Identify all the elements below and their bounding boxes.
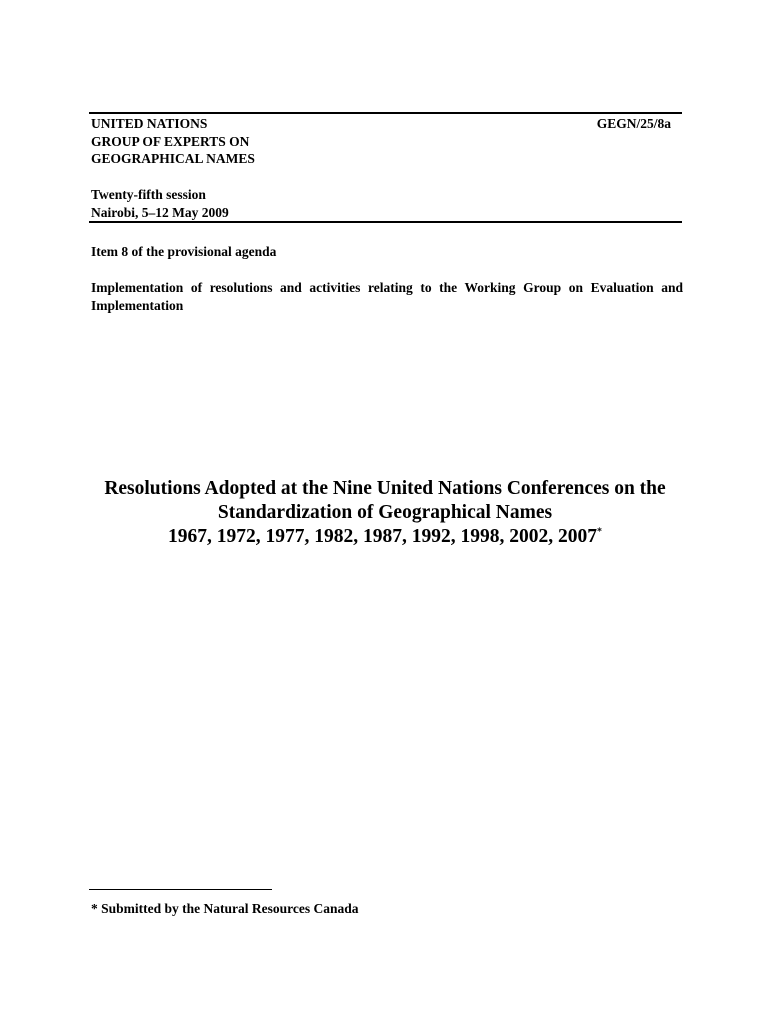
document-symbol: GEGN/25/8a xyxy=(596,116,671,131)
session-block xyxy=(91,186,229,221)
footnote-marker: * xyxy=(597,526,602,538)
title-line: Resolutions Adopted at the Nine United Nations Conferences on the xyxy=(104,478,666,499)
footnote-separator xyxy=(89,889,272,890)
title-line: Standardization of Geographical Names xyxy=(217,502,553,523)
agenda-title: Implementation of resolutions and activities relating to the Working Group on Evaluation and Implementation xyxy=(91,280,683,313)
title-line-years xyxy=(60,525,710,549)
session-name: Twenty-fifth session xyxy=(91,187,206,202)
organization-block xyxy=(91,115,255,168)
organization-line: GROUP OF EXPERTS ON xyxy=(91,133,250,149)
title-years: 1967, 1972, 1977, 1982, 1987, 1992, 1998, 2002, 2007 xyxy=(168,526,597,547)
header-top-rule xyxy=(89,112,682,114)
session-place-date: Nairobi, 5–12 May 2009 xyxy=(91,204,229,220)
organization-line: UNITED NATIONS xyxy=(91,116,208,131)
document-title xyxy=(60,477,710,549)
header-bottom-rule xyxy=(89,221,682,223)
footnote-text: * Submitted by the Natural Resources Canada xyxy=(91,901,359,916)
organization-line: GEOGRAPHICAL NAMES xyxy=(91,151,255,166)
agenda-item: Item 8 of the provisional agenda xyxy=(91,244,277,259)
